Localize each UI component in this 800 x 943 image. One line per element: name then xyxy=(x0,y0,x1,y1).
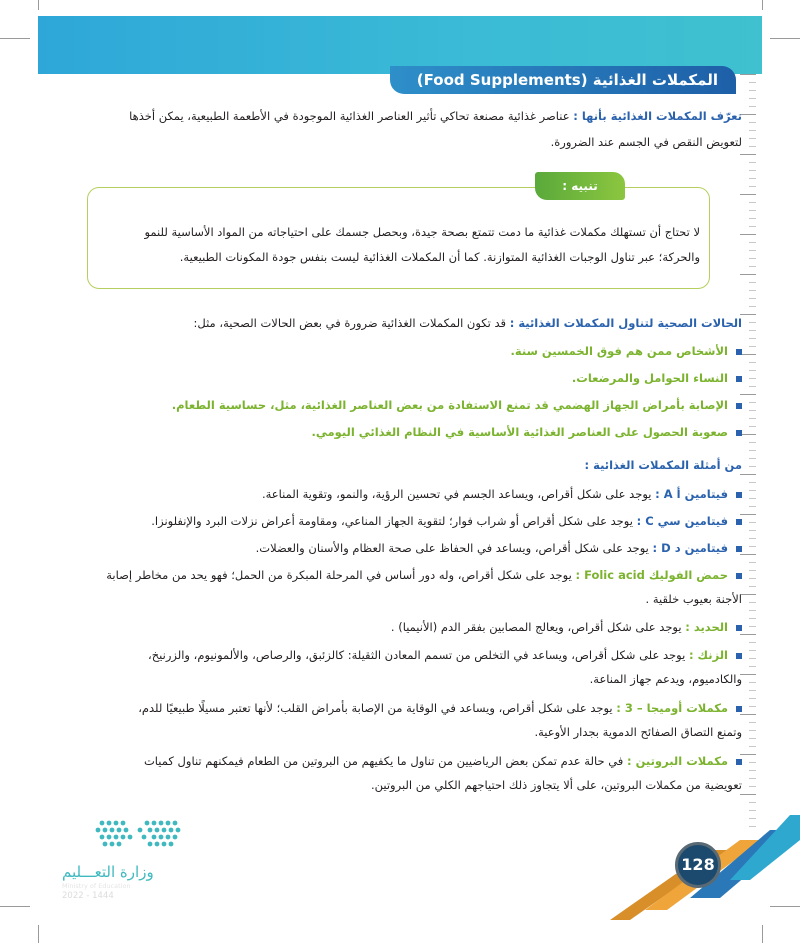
bullet-icon xyxy=(736,546,742,552)
bullet-icon xyxy=(736,430,742,436)
ruler-tick xyxy=(740,354,756,355)
ruler-tick xyxy=(749,586,756,587)
crop-mark xyxy=(762,925,763,943)
supplement-text: يوجد على شكل أقراص، ويعالج المصابين بفقر الدم (الأنيميا) . xyxy=(390,620,682,634)
crop-mark xyxy=(38,925,39,943)
supplement-name: فيتامين د D : xyxy=(652,541,728,555)
ruler-tick xyxy=(749,122,756,123)
supplement-text: يوجد على شكل أقراص أو شراب فوار؛ لتقوية الجهاز المناعي، ومقاومة أعراض نزلات البرد والإنفلونزا. xyxy=(151,514,633,528)
ruler-tick xyxy=(749,138,756,139)
ruler-tick xyxy=(749,210,756,211)
health-case-text: الأشخاص ممن هم فوق الخمسين سنة. xyxy=(510,344,728,358)
ruler-tick xyxy=(749,522,756,523)
ruler-tick xyxy=(749,130,756,131)
ruler-tick xyxy=(749,562,756,563)
ruler-tick xyxy=(749,530,756,531)
list-item xyxy=(62,367,742,389)
ruler-tick xyxy=(749,106,756,107)
ruler-tick xyxy=(749,90,756,91)
section-title-text: المكملات الغذائية (Food Supplements) xyxy=(416,71,718,89)
list-item xyxy=(62,421,742,443)
ruler-tick xyxy=(749,770,756,771)
ruler-tick xyxy=(740,274,756,275)
ruler-tick xyxy=(749,490,756,491)
ruler-tick xyxy=(740,514,756,515)
crop-mark xyxy=(762,0,763,10)
ministry-logo-dots-icon xyxy=(62,815,222,855)
ruler-tick xyxy=(749,258,756,259)
crop-mark xyxy=(38,0,39,10)
ruler-tick xyxy=(749,298,756,299)
ruler-tick xyxy=(749,778,756,779)
list-item xyxy=(62,510,742,532)
edition-year: 2022 - 1444 xyxy=(62,891,114,901)
note-label xyxy=(535,172,625,200)
supplement-name: مكملات أوميجا – 3 : xyxy=(616,701,728,715)
ruler-tick xyxy=(749,226,756,227)
ruler-tick xyxy=(749,618,756,619)
list-item xyxy=(62,616,742,638)
ruler-tick xyxy=(749,786,756,787)
ruler-tick xyxy=(749,386,756,387)
ruler-tick xyxy=(740,794,756,795)
supplement-text: يوجد على شكل أقراص، ويساعد الجسم في تحسين الرؤية، والنمو، وتقوية المناعة. xyxy=(261,487,652,501)
ruler-tick xyxy=(740,394,756,395)
ruler-tick xyxy=(740,754,756,755)
ruler-tick xyxy=(749,242,756,243)
ruler-tick xyxy=(749,346,756,347)
supplement-text-continued: الأجنة بعيوب خلقية . xyxy=(645,592,742,606)
ruler-tick xyxy=(749,170,756,171)
ruler-tick xyxy=(749,730,756,731)
supplement-name: الحديد : xyxy=(685,620,728,634)
list-item-continuation xyxy=(62,588,742,610)
supplement-text-continued: والكادميوم، ويدعم جهاز المناعة. xyxy=(589,672,742,686)
supplement-name: حمض الفوليك Folic acid : xyxy=(575,568,728,582)
ruler-tick xyxy=(749,250,756,251)
note-label-text: تنبيه : xyxy=(562,179,598,193)
ruler-tick xyxy=(749,738,756,739)
list-item xyxy=(62,750,742,772)
ruler-tick xyxy=(749,146,756,147)
supplement-text: في حالة عدم تمكن بعض الرياضيين من تناول ما يكفيهم من البروتين من الطعام فيمكنهم تناول كميات xyxy=(143,754,624,768)
note-line-1: لا تحتاج أن تستهلك مكملات غذائية ما دمت تتمتع بصحة جيدة، وبحصل جسمك على احتياجاته من المواد الأساسية للنمو xyxy=(144,225,700,239)
ruler-tick xyxy=(749,98,756,99)
supplement-name: فيتامين أ A : xyxy=(655,487,728,501)
definition-line-1: عناصر غذائية مصنعة تحاكي تأثير العناصر الغذائية الموجودة في الأطعمة الطبيعية، يمكن أخذها xyxy=(129,109,570,123)
supplement-text: يوجد على شكل أقراص، وله دور أساس في المرحلة المبكرة من الحمل؛ فهو يحد من مخاطر إصابة xyxy=(106,568,572,582)
ruler-tick xyxy=(749,466,756,467)
ruler-tick xyxy=(749,762,756,763)
ministry-logo xyxy=(62,815,222,905)
ruler-tick xyxy=(749,706,756,707)
page-number: 128 xyxy=(675,842,721,888)
ruler-tick xyxy=(740,74,756,75)
ruler-tick xyxy=(749,322,756,323)
supplement-name: مكملات البروتين : xyxy=(626,754,728,768)
list-item xyxy=(62,537,742,559)
section-title xyxy=(390,66,736,94)
note-text xyxy=(90,220,700,270)
list-item xyxy=(62,394,742,416)
ruler-tick xyxy=(749,178,756,179)
ruler-tick xyxy=(749,578,756,579)
crop-mark xyxy=(770,38,800,39)
bullet-icon xyxy=(736,706,742,712)
ruler-tick xyxy=(749,546,756,547)
bullet-icon xyxy=(736,403,742,409)
health-cases-intro-text: قد تكون المكملات الغذائية ضرورة في بعض الحالات الصحية، مثل: xyxy=(193,316,507,330)
ruler-tick xyxy=(740,114,756,115)
bullet-icon xyxy=(736,573,742,579)
ruler-tick xyxy=(749,642,756,643)
ruler-tick xyxy=(749,378,756,379)
ruler-tick xyxy=(749,186,756,187)
bullet-icon xyxy=(736,492,742,498)
ruler-tick xyxy=(749,650,756,651)
supplement-text-continued: تعويضية من مكملات البروتين، على ألا يتجاوز ذلك احتياجهم الكلي من البروتين. xyxy=(370,778,742,792)
ruler-tick xyxy=(749,290,756,291)
list-item-continuation xyxy=(62,721,742,743)
ruler-tick xyxy=(749,442,756,443)
supplement-text-continued: وتمنع التصاق الصفائح الدموية بجدار الأوعية. xyxy=(534,725,742,739)
supplement-text: يوجد على شكل أقراص، ويساعد في التخلص من تسمم المعادن الثقيلة: كالزئبق، والرصاص، والألمونيوم، والزرنيخ، xyxy=(148,648,686,662)
ruler-tick xyxy=(740,714,756,715)
ruler-tick xyxy=(749,338,756,339)
ruler-tick xyxy=(749,426,756,427)
ruler-tick xyxy=(740,314,756,315)
examples-heading: من أمثلة المكملات الغذائية : xyxy=(584,458,742,472)
ruler-tick xyxy=(749,538,756,539)
health-cases-heading: الحالات الصحية لتناول المكملات الغذائية : xyxy=(509,316,742,330)
ruler-tick xyxy=(749,626,756,627)
ruler-tick xyxy=(740,474,756,475)
list-item-continuation xyxy=(62,668,742,690)
ruler-tick xyxy=(749,482,756,483)
ruler-tick xyxy=(749,698,756,699)
ruler-tick xyxy=(740,554,756,555)
ruler-tick xyxy=(749,202,756,203)
ministry-name: وزارة التعـــليم xyxy=(62,863,154,881)
ruler-tick xyxy=(749,458,756,459)
note-line-2: والحركة؛ عبر تناول الوجبات الغذائية المتوازنة. كما أن المكملات الغذائية ليست بنفس جودة المكونات الطبيعية. xyxy=(179,250,700,264)
ruler-tick xyxy=(749,610,756,611)
ruler-tick xyxy=(740,234,756,235)
bullet-icon xyxy=(736,376,742,382)
ruler-tick xyxy=(749,306,756,307)
ruler-tick xyxy=(740,154,756,155)
ruler-tick xyxy=(740,434,756,435)
bullet-icon xyxy=(736,653,742,659)
definition-paragraph-2 xyxy=(52,130,742,154)
crop-mark xyxy=(0,38,30,39)
ruler-tick xyxy=(740,194,756,195)
ruler-tick xyxy=(749,682,756,683)
list-item xyxy=(62,340,742,362)
bullet-icon xyxy=(736,519,742,525)
supplement-text: يوجد على شكل أقراص، ويساعد في الوقاية من الإصابة بأمراض القلب؛ لأنها تعتبر مسيلًا طبيعيًا للدم، xyxy=(138,701,613,715)
bullet-icon xyxy=(736,759,742,765)
ruler-tick xyxy=(749,418,756,419)
ruler-tick xyxy=(749,218,756,219)
ruler-tick xyxy=(749,410,756,411)
bullet-icon xyxy=(736,625,742,631)
ruler-tick xyxy=(749,498,756,499)
health-cases-intro xyxy=(42,311,742,335)
definition-paragraph xyxy=(52,104,742,128)
bullet-icon xyxy=(736,349,742,355)
supplement-text: يوجد على شكل أقراص، ويساعد في الحفاظ على صحة العظام والأسنان والعضلات. xyxy=(255,541,649,555)
ruler-tick xyxy=(749,722,756,723)
list-item xyxy=(62,697,742,719)
ruler-tick xyxy=(749,266,756,267)
ruler-tick xyxy=(749,82,756,83)
definition-term: تعرّف المكملات الغذائية بأنها : xyxy=(573,109,742,123)
ruler-tick xyxy=(749,370,756,371)
ruler-tick xyxy=(749,402,756,403)
ruler-tick xyxy=(740,594,756,595)
definition-line-2: لتعويض النقص في الجسم عند الضرورة. xyxy=(550,135,742,149)
ruler-tick xyxy=(749,690,756,691)
health-case-text: صعوبة الحصول على العناصر الغذائية الأساسية في النظام الغذائي اليومي. xyxy=(311,425,728,439)
health-case-text: الإصابة بأمراض الجهاز الهضمي قد تمنع الاستفادة من بعض العناصر الغذائية، مثل، حساسية الطعام. xyxy=(171,398,728,412)
ruler-tick xyxy=(749,658,756,659)
list-item-continuation xyxy=(62,774,742,796)
supplement-name: فيتامين سي C : xyxy=(636,514,728,528)
ruler-tick xyxy=(749,362,756,363)
list-item xyxy=(62,483,742,505)
ruler-tick xyxy=(749,570,756,571)
crop-mark xyxy=(0,906,30,907)
health-case-text: النساء الحوامل والمرضعات. xyxy=(571,371,728,385)
supplement-name: الزنك : xyxy=(688,648,728,662)
ruler-tick xyxy=(740,634,756,635)
ruler-tick xyxy=(749,282,756,283)
ruler-tick xyxy=(749,602,756,603)
ruler-tick xyxy=(749,506,756,507)
ministry-subtitle: Ministry of Education xyxy=(62,882,131,890)
ruler-tick xyxy=(749,162,756,163)
ruler-tick xyxy=(749,450,756,451)
ruler-tick xyxy=(749,330,756,331)
ruler-tick xyxy=(749,666,756,667)
list-item xyxy=(62,564,742,586)
ruler-tick xyxy=(749,746,756,747)
ruler-tick xyxy=(740,674,756,675)
list-item xyxy=(62,644,742,666)
